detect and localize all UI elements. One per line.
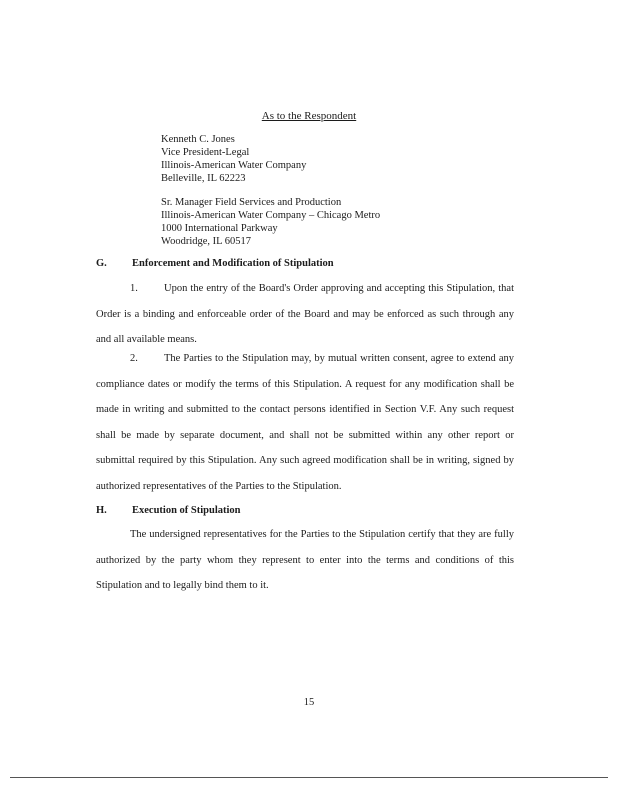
paragraph-text: The Parties to the Stipulation may, by mutual written consent, agree to extend any compliance dates or modify the terms of this Stipulation. A request for any modification shall be made in writing and submitted to the contact persons identified in Section V.F. Any such request shall be made by separate document, and shall not be submitted within any other report or submittal required by this Stipulation. Any such agreed modification shall be in writing, signed by authorized representatives of the Parties to the Stipulation. xyxy=(96,353,514,492)
contact-line: Woodridge, IL 60517 xyxy=(161,236,252,247)
section-h-paragraph xyxy=(96,522,514,599)
section-g-paragraph-2 xyxy=(96,346,514,499)
contact-line: 1000 International Parkway xyxy=(161,223,278,234)
page-number: 15 xyxy=(303,697,315,708)
respondent-heading: As to the Respondent xyxy=(261,110,357,122)
paragraph-text: The undersigned representatives for the Parties to the Stipulation certify that they are fully authorized by the party whom they represent to enter into the terms and conditions of this Stipulation and to legally bind them to it. xyxy=(96,529,514,591)
section-g-paragraph-1 xyxy=(96,276,514,353)
contact-block-field-services xyxy=(161,196,380,248)
section-g-title: Enforcement and Modification of Stipulation xyxy=(132,258,334,269)
paragraph-number: 1. xyxy=(130,283,138,294)
bottom-divider xyxy=(10,777,608,778)
contact-line: Kenneth C. Jones xyxy=(161,134,235,145)
paragraph-number: 2. xyxy=(130,353,138,364)
section-h-title: Execution of Stipulation xyxy=(132,505,241,516)
section-h-number: H. xyxy=(96,505,107,516)
contact-line: Belleville, IL 62223 xyxy=(161,173,246,184)
contact-line: Illinois-American Water Company xyxy=(161,160,307,171)
contact-line: Vice President-Legal xyxy=(161,147,250,158)
contact-line: Illinois-American Water Company – Chicago Metro xyxy=(161,210,381,221)
contact-line: Sr. Manager Field Services and Production xyxy=(161,197,342,208)
contact-block-jones xyxy=(161,133,306,185)
paragraph-text: Upon the entry of the Board's Order approving and accepting this Stipulation, that Order is a binding and enforceable order of the Board and may be enforced as such through any and all available means. xyxy=(96,283,514,345)
section-g-number: G. xyxy=(96,258,107,269)
